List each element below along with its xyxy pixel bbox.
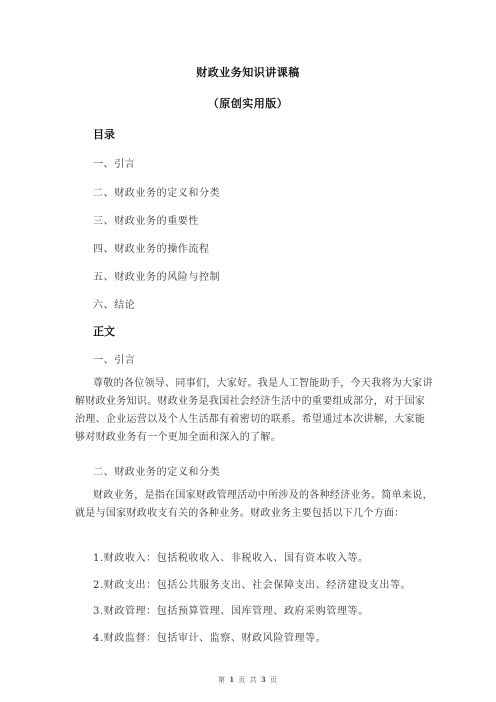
footer-current-page: 1	[229, 675, 236, 684]
section-paragraph: 尊敬的各位领导、同事们，大家好。我是人工智能助手，今天我将为大家讲解财政业务知识。财政业务是我国社会经济生活中的重要组成部分，对于国家治理、企业运营以及个人生活都有着密切的联系。希望通过本次讲解，大家能够对财政业务有一个更加全面和深入的了解。	[75, 378, 433, 443]
footer-prefix: 第	[218, 676, 227, 684]
toc-item: 六、结论	[93, 300, 136, 311]
toc-item: 二、财政业务的定义和分类	[93, 188, 221, 199]
footer-total-pages: 3	[260, 675, 267, 684]
section-heading: 二、财政业务的定义和分类	[93, 467, 221, 478]
body-heading: 正文	[93, 325, 115, 338]
document-title: 财政业务知识讲课稿	[196, 66, 300, 79]
toc-item: 三、财政业务的重要性	[93, 216, 199, 227]
list-item: 4.财政监督：包括审计、监察、财政风险管理等。	[93, 633, 327, 644]
list-item: 2.财政支出：包括公共服务支出、社会保障支出、经济建设支出等。	[93, 580, 412, 591]
document-subtitle: （原创实用版）	[207, 97, 289, 110]
page-footer	[0, 675, 496, 685]
toc-heading: 目录	[93, 128, 115, 141]
toc-item: 一、引言	[93, 159, 136, 170]
footer-middle: 页 共	[238, 676, 258, 684]
section-paragraph: 财政业务，是指在国家财政管理活动中所涉及的各种经济业务。简单来说，就是与国家财政收支有关的各种业务。财政业务主要包括以下几个方面：	[75, 490, 433, 519]
toc-item: 五、财政业务的风险与控制	[93, 272, 221, 283]
toc-item: 四、财政业务的操作流程	[93, 244, 210, 255]
list-item: 3.财政管理：包括预算管理、国库管理、政府采购管理等。	[93, 606, 369, 617]
section-heading: 一、引言	[93, 355, 136, 366]
list-item: 1.财政收入：包括税收收入、非税收入、国有资本收入等。	[93, 553, 369, 564]
footer-suffix: 页	[269, 676, 278, 684]
